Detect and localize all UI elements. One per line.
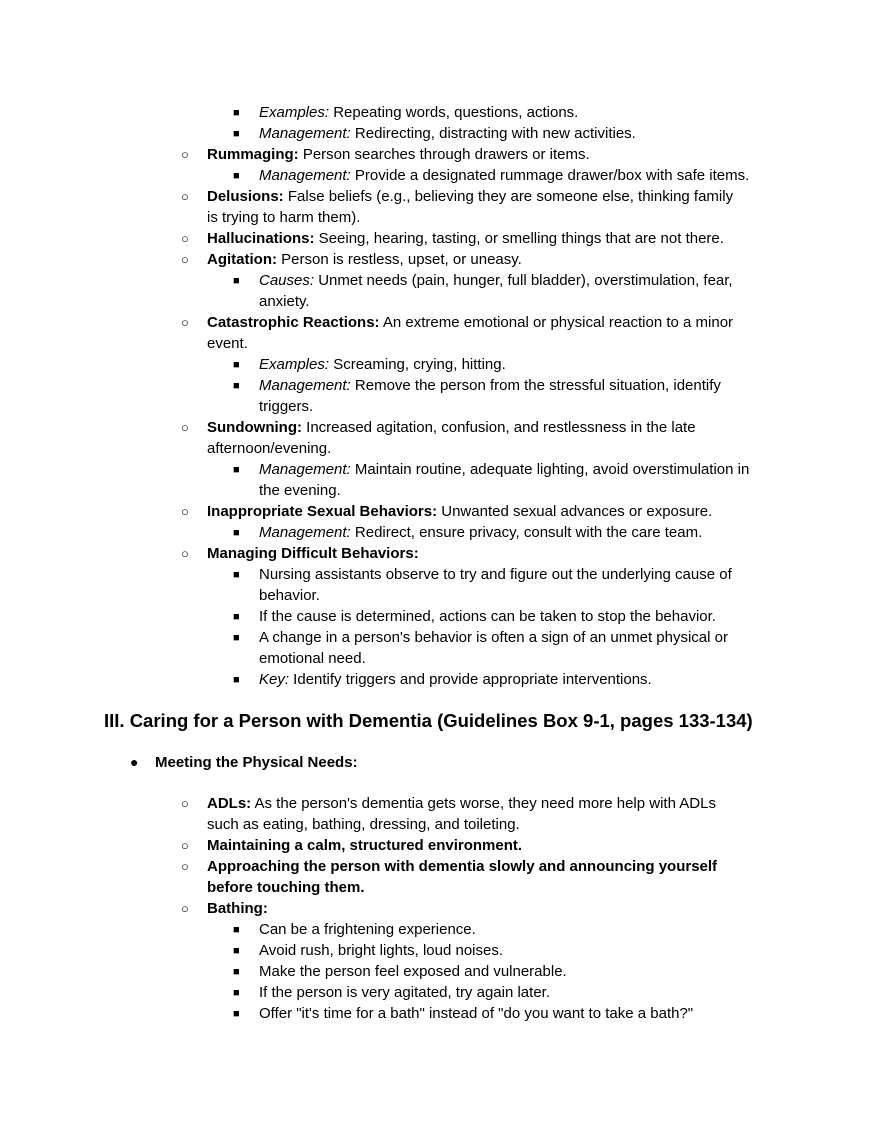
list-item-continued: before touching them. — [207, 879, 365, 896]
list-item: Causes: Unmet needs (pain, hunger, full bladder), overstimulation, fear, — [259, 272, 733, 289]
list-item: Management: Remove the person from the stressful situation, identify — [259, 377, 721, 394]
section-heading: III. Caring for a Person with Dementia (Guidelines Box 9-1, pages 133-134) — [104, 710, 753, 731]
square-bullet-icon: ■ — [233, 611, 240, 623]
square-bullet-icon: ■ — [233, 569, 240, 581]
list-item-inappropriate: Inappropriate Sexual Behaviors: Unwanted sexual advances or exposure. — [207, 503, 713, 520]
square-bullet-icon: ■ — [233, 170, 240, 182]
circle-bullet-icon: ○ — [181, 147, 189, 162]
list-item-adls: ADLs: As the person's dementia gets worse, they need more help with ADLs — [207, 795, 716, 812]
list-item: Management: Redirect, ensure privacy, consult with the care team. — [259, 524, 703, 541]
list-item: Management: Maintain routine, adequate lighting, avoid overstimulation in — [259, 461, 750, 478]
list-item: Examples: Screaming, crying, hitting. — [259, 356, 506, 373]
list-item: Management: Redirecting, distracting with new activities. — [259, 125, 636, 142]
list-item: Key: Identify triggers and provide appropriate interventions. — [259, 671, 652, 688]
circle-bullet-icon: ○ — [181, 901, 189, 916]
circle-bullet-icon: ○ — [181, 838, 189, 853]
circle-bullet-icon: ○ — [181, 420, 189, 435]
list-item-continued: is trying to harm them). — [207, 209, 361, 226]
list-item-continued: anxiety. — [259, 293, 310, 310]
list-item-continued: the evening. — [259, 482, 341, 499]
list-item: A change in a person's behavior is often a sign of an unmet physical or — [259, 629, 728, 646]
square-bullet-icon: ■ — [233, 464, 240, 476]
list-item-delusions: Delusions: False beliefs (e.g., believing they are someone else, thinking family — [207, 188, 734, 205]
square-bullet-icon: ■ — [233, 1008, 240, 1020]
square-bullet-icon: ■ — [233, 945, 240, 957]
list-item-continued: event. — [207, 335, 248, 352]
circle-bullet-icon: ○ — [181, 252, 189, 267]
list-item-continued: emotional need. — [259, 650, 366, 667]
square-bullet-icon: ■ — [233, 359, 240, 371]
circle-bullet-icon: ○ — [181, 231, 189, 246]
list-item: Nursing assistants observe to try and figure out the underlying cause of — [259, 566, 732, 583]
circle-bullet-icon: ○ — [181, 504, 189, 519]
list-item-bathing: Bathing: — [207, 900, 268, 917]
list-item: If the cause is determined, actions can be taken to stop the behavior. — [259, 608, 716, 625]
list-item: Examples: Repeating words, questions, actions. — [259, 104, 579, 121]
list-item-hallucinations: Hallucinations: Seeing, hearing, tasting, or smelling things that are not there. — [207, 230, 724, 247]
list-item-physical-needs: Meeting the Physical Needs: — [155, 754, 358, 771]
square-bullet-icon: ■ — [233, 674, 240, 686]
square-bullet-icon: ■ — [233, 987, 240, 999]
list-item-approach: Approaching the person with dementia slowly and announcing yourself — [207, 858, 718, 875]
circle-bullet-icon: ○ — [181, 315, 189, 330]
square-bullet-icon: ■ — [233, 966, 240, 978]
circle-bullet-icon: ○ — [181, 546, 189, 561]
list-item-continued: afternoon/evening. — [207, 440, 332, 457]
list-item: Make the person feel exposed and vulnerable. — [259, 963, 567, 980]
list-item-agitation: Agitation: Person is restless, upset, or uneasy. — [207, 251, 522, 268]
list-item-continued: triggers. — [259, 398, 314, 415]
disc-bullet-icon: ● — [130, 754, 139, 770]
list-item: If the person is very agitated, try again later. — [259, 984, 550, 1001]
circle-bullet-icon: ○ — [181, 859, 189, 874]
list-item: Offer "it's time for a bath" instead of "do you want to take a bath?" — [259, 1005, 694, 1022]
list-item-rummaging: Rummaging: Person searches through drawers or items. — [207, 146, 590, 163]
list-item-sundowning: Sundowning: Increased agitation, confusion, and restlessness in the late — [207, 419, 696, 436]
list-item: Management: Provide a designated rummage drawer/box with safe items. — [259, 167, 750, 184]
square-bullet-icon: ■ — [233, 632, 240, 644]
circle-bullet-icon: ○ — [181, 189, 189, 204]
square-bullet-icon: ■ — [233, 527, 240, 539]
list-item-catastrophic: Catastrophic Reactions: An extreme emotional or physical reaction to a minor — [207, 314, 734, 331]
list-item-managing: Managing Difficult Behaviors: — [207, 545, 419, 562]
list-item-continued: such as eating, bathing, dressing, and toileting. — [207, 816, 520, 833]
list-item: Can be a frightening experience. — [259, 921, 476, 938]
square-bullet-icon: ■ — [233, 128, 240, 140]
circle-bullet-icon: ○ — [181, 796, 189, 811]
list-item-calm: Maintaining a calm, structured environment. — [207, 837, 523, 854]
square-bullet-icon: ■ — [233, 924, 240, 936]
list-item: Avoid rush, bright lights, loud noises. — [259, 942, 504, 959]
square-bullet-icon: ■ — [233, 107, 240, 119]
square-bullet-icon: ■ — [233, 275, 240, 287]
square-bullet-icon: ■ — [233, 380, 240, 392]
list-item-continued: behavior. — [259, 587, 320, 604]
